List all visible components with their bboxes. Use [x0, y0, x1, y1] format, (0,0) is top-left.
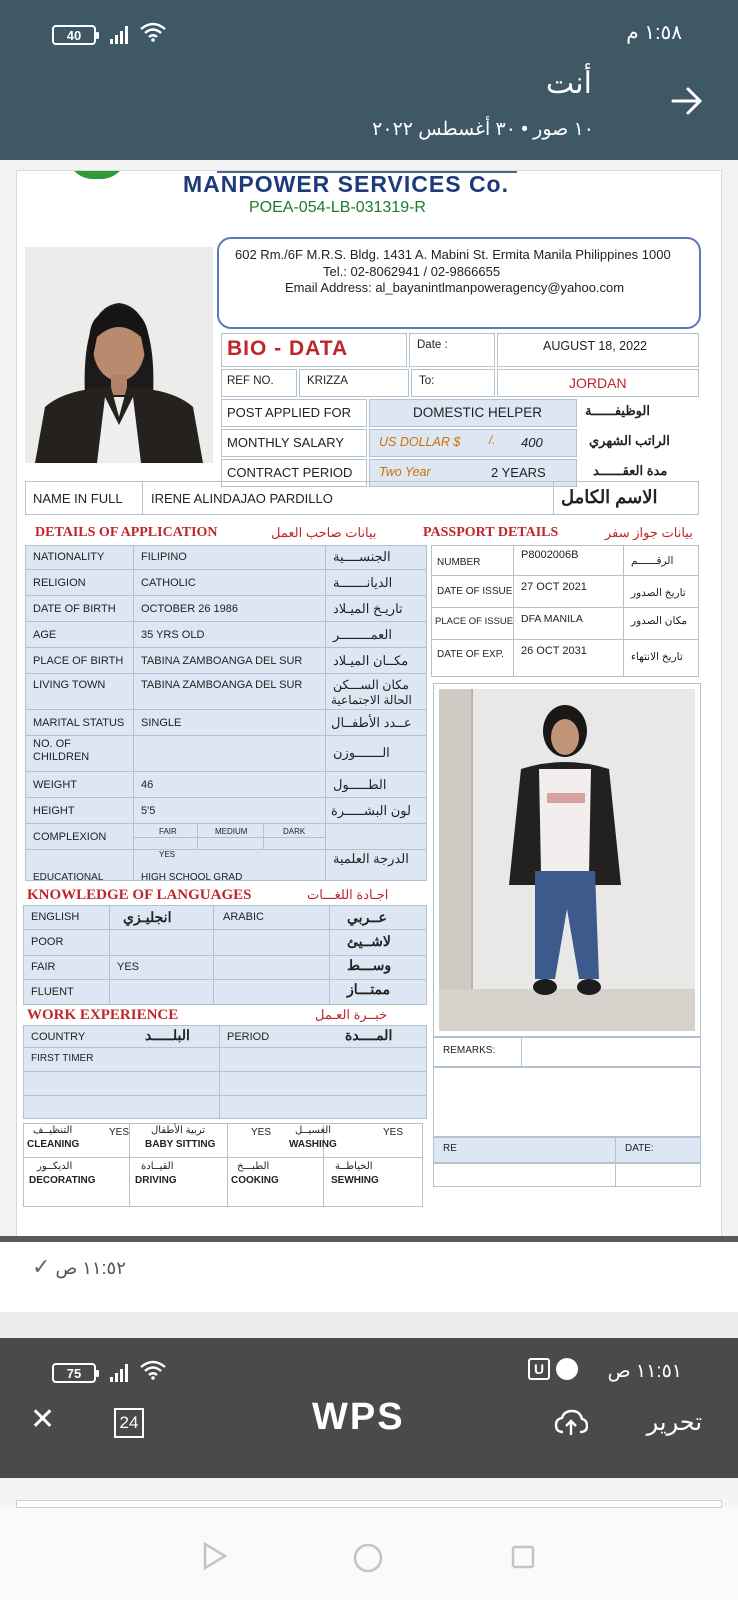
status-clock-bottom: ١١:٥١ ص [607, 1361, 682, 1382]
row-value: FILIPINO [141, 551, 187, 563]
wps-logo: WPS [312, 1396, 405, 1438]
passport-value: 26 OCT 2031 [521, 645, 587, 657]
media-info: ١٠ صور • ٣٠ أغسطس ٢٠٢٢ [372, 119, 594, 140]
telephone-line: Tel.: 02-8062941 / 02-9866655 [323, 264, 501, 279]
row-arabic: الطـــــول [333, 777, 387, 792]
skill-name: COOKING [231, 1175, 279, 1186]
email-line: Email Address: al_bayanintlmanpoweragency@yahoo.com [285, 280, 625, 295]
skill-arabic: التنظيــف [33, 1125, 73, 1136]
ref-value: KRIZZA [307, 375, 348, 387]
skill-arabic: الخياطــة [335, 1161, 373, 1172]
passport-arabic-label: تاريخ الانتهاء [631, 651, 683, 663]
complexion-option: FAIR [159, 827, 177, 836]
skill-name: WASHING [289, 1139, 337, 1150]
work-country-label: COUNTRY [31, 1031, 86, 1043]
recents-square-icon [510, 1544, 536, 1570]
row-label: HEIGHT [33, 805, 75, 817]
row-label: AGE [33, 629, 57, 641]
date-value: AUGUST 18, 2022 [543, 339, 647, 353]
marital-arabic: الحالة الاجتماعية [331, 693, 412, 707]
skill-name: CLEANING [27, 1139, 80, 1150]
home-circle-icon [352, 1542, 384, 1574]
logo-mark [67, 170, 127, 179]
passport-arabic-label: تاريخ الصدور [631, 587, 686, 599]
post-value: DOMESTIC HELPER [413, 405, 543, 420]
back-nav-button[interactable] [202, 1542, 228, 1575]
system-nav-bar [0, 1508, 738, 1600]
passport-label: NUMBER [437, 557, 481, 568]
edit-button[interactable]: تحرير [646, 1409, 702, 1436]
row-value: 46 [141, 779, 154, 791]
license-number: POEA-054-LB-031319-R [249, 199, 426, 216]
row-label: DATE OF BIRTH [33, 603, 116, 615]
whatsapp-icon [556, 1358, 578, 1380]
arrow-right-icon [670, 86, 704, 116]
status-icons [52, 22, 166, 48]
to-label: To: [419, 375, 435, 387]
remarks-area [433, 1067, 701, 1137]
skill-value: YES [383, 1127, 404, 1138]
complexion-label: COMPLEXION [33, 831, 107, 843]
complexion-mark: YES [159, 850, 176, 859]
work-country-arabic: البلـــــد [145, 1027, 190, 1043]
lang-arabic-arabic: عــربي [347, 909, 387, 925]
row-label: LIVING TOWN [33, 679, 106, 691]
details-title: DETAILS OF APPLICATION [35, 525, 218, 540]
row-label: WEIGHT [33, 779, 77, 791]
complexion-option: DARK [283, 827, 306, 836]
signal-icon [110, 26, 128, 44]
row-arabic: لون البشـــــرة [331, 803, 411, 818]
contract-value: 2 YEARS [491, 465, 546, 480]
tab-count-button[interactable] [114, 1408, 144, 1438]
skill-arabic: الغسيــل [295, 1125, 332, 1136]
image-viewer[interactable] [0, 160, 738, 1242]
check-icon: ✓ [32, 1254, 51, 1279]
re-row [433, 1137, 701, 1163]
skill-name: SEWHING [331, 1175, 379, 1186]
complexion-option: MEDIUM [215, 827, 248, 836]
lang-level-arabic: ممتـــاز [347, 981, 391, 997]
u-icon-label: U [533, 1361, 545, 1377]
battery-icon [52, 25, 96, 45]
work-title: WORK EXPERIENCE [27, 1007, 179, 1023]
bio-data-title: BIO - DATA [227, 337, 349, 360]
skill-arabic: القيــادة [141, 1161, 174, 1172]
u-icon [528, 1358, 550, 1380]
passport-arabic: بيانات جواز سفر [605, 525, 693, 540]
passport-label: DATE OF ISSUE [437, 586, 513, 597]
work-first-timer: FIRST TIMER [31, 1053, 94, 1064]
play-triangle-icon [202, 1542, 228, 1570]
skill-name: BABY SITTING [145, 1139, 216, 1150]
salary-arabic: الراتب الشهري [589, 433, 670, 448]
forward-button[interactable] [670, 86, 704, 125]
wps-viewer-bar [0, 1338, 738, 1478]
work-arabic: خبــرة العـمل [315, 1007, 388, 1022]
row-arabic: الديانـــــــة [333, 575, 393, 590]
row-value: SINGLE [141, 717, 182, 729]
full-body-photo [439, 689, 695, 1031]
skill-name: DRIVING [135, 1175, 177, 1186]
work-period-label: PERIOD [227, 1031, 270, 1043]
lang-english-arabic: انجليـزي [123, 909, 172, 925]
passport-value: 27 OCT 2021 [521, 581, 587, 593]
lang-level-arabic: وســـط [347, 957, 392, 973]
message-time-text: ١١:٥٢ ص [55, 1258, 126, 1278]
languages-arabic: اجـادة اللغـــات [307, 887, 389, 902]
row-arabic: الـــــــوزن [333, 745, 390, 760]
salary-label: MONTHLY SALARY [227, 435, 345, 450]
row-arabic: عــدد الأطفــال [331, 715, 412, 730]
lang-level: FLUENT [31, 986, 74, 998]
message-footer [0, 1242, 738, 1312]
row-value: TABINA ZAMBOANGA DEL SUR [141, 679, 303, 691]
passport-arabic-label: مكان الصدور [631, 615, 688, 627]
row-value: TABINA ZAMBOANGA DEL SUR [141, 655, 303, 667]
row-label: MARITAL STATUS [33, 717, 125, 729]
row-value: CATHOLIC [141, 577, 196, 589]
upload-button[interactable] [554, 1408, 588, 1443]
passport-value: P8002006B [521, 549, 579, 561]
row-arabic: مكان الســـكن [333, 678, 409, 692]
wifi-icon [140, 22, 166, 48]
work-period-arabic: المــــدة [345, 1027, 393, 1043]
skill-name: DECORATING [29, 1175, 96, 1186]
re-label: RE [443, 1143, 457, 1154]
passport-arabic-label: الرقــــــم [631, 555, 674, 567]
signal-icon [110, 1364, 128, 1382]
ref-label: REF NO. [227, 375, 274, 387]
row-arabic: العمــــــــر [333, 627, 393, 642]
lang-level: FAIR [31, 961, 56, 973]
education-label: EDUCATIONAL [33, 872, 104, 883]
passport-title: PASSPORT DETAILS [423, 525, 559, 540]
passport-label: DATE OF EXP. [437, 649, 504, 660]
salary-value: 400 [521, 435, 543, 450]
recents-nav-button[interactable] [510, 1544, 536, 1575]
bio-data-document [16, 170, 722, 1240]
post-label: POST APPLIED FOR [227, 405, 352, 420]
row-arabic: الجنســــية [333, 549, 391, 564]
status-icons-bottom [52, 1360, 166, 1386]
battery-level: 75 [66, 1365, 82, 1381]
name-arabic: الاسم الكامل [561, 487, 658, 507]
languages-title: KNOWLEDGE OF LANGUAGES [27, 887, 252, 903]
row-arabic: مكــان الميـلاد [333, 653, 409, 668]
tab-count: 24 [119, 1413, 139, 1432]
post-arabic: الوظيفــــــة [585, 403, 650, 418]
details-arabic: بيانات صاحب العمل [271, 525, 377, 540]
skill-arabic: الطبـــخ [237, 1161, 270, 1172]
re-blank-row [433, 1163, 701, 1187]
lang-arabic-label: ARABIC [223, 911, 264, 923]
name-value: IRENE ALINDAJAO PARDILLO [151, 491, 333, 506]
row-value: 35 YRS OLD [141, 629, 205, 641]
passport-value: DFA MANILA [521, 613, 583, 625]
remarks-label: REMARKS: [443, 1045, 496, 1056]
company-name: MANPOWER SERVICES Co. [183, 171, 509, 197]
education-arabic: الدرجة العلمية [333, 851, 409, 866]
salary-separator: /. [489, 435, 496, 447]
contract-label: CONTRACT PERIOD [227, 465, 353, 480]
row-label: RELIGION [33, 577, 86, 589]
sender-name: أنت [545, 67, 592, 100]
battery-icon [52, 1363, 96, 1383]
address-line: 602 Rm./6F M.R.S. Bldg. 1431 A. Mabini St. Ermita Manila Philippines 1000 [235, 247, 671, 262]
date-label: Date : [417, 339, 448, 351]
salary-currency: US DOLLAR $ [379, 435, 461, 449]
wifi-icon [140, 1360, 166, 1386]
row-label: NO. OF CHILDREN [33, 738, 90, 763]
row-label: PLACE OF BIRTH [33, 655, 124, 667]
lang-level-value: YES [117, 961, 140, 973]
row-label: NATIONALITY [33, 551, 105, 563]
name-label: NAME IN FULL [33, 491, 123, 506]
close-button[interactable]: ✕ [30, 1403, 56, 1436]
skill-arabic: الديكــور [37, 1161, 73, 1172]
chat-header [0, 0, 738, 160]
lang-level: POOR [31, 936, 64, 948]
re-date-label: DATE: [625, 1143, 654, 1154]
passport-label: PLACE OF ISSUE [435, 616, 514, 627]
education-value: HIGH SCHOOL GRAD [141, 872, 243, 883]
skill-value: YES [109, 1127, 130, 1138]
home-nav-button[interactable] [352, 1542, 384, 1579]
cloud-upload-icon [554, 1408, 588, 1438]
contract-arabic: مدة العقــــــد [593, 463, 668, 478]
row-value: 5'5 [141, 805, 156, 817]
skill-arabic: تربية الأطفال [151, 1125, 206, 1136]
lang-level-arabic: لاشــيئ [347, 933, 391, 949]
battery-level: 40 [66, 27, 82, 43]
skill-value: YES [251, 1127, 272, 1138]
lang-english-label: ENGLISH [31, 911, 80, 923]
message-time [22, 1254, 126, 1280]
next-page-preview [0, 1478, 738, 1508]
contract-orange: Two Year [379, 465, 431, 479]
row-arabic: تاريـخ الميـلاد [333, 601, 403, 616]
row-value: OCTOBER 26 1986 [141, 603, 239, 615]
separator [0, 1312, 738, 1338]
to-value: JORDAN [569, 375, 627, 391]
applicant-photo [25, 247, 213, 463]
status-clock: ١:٥٨ م [626, 22, 682, 44]
